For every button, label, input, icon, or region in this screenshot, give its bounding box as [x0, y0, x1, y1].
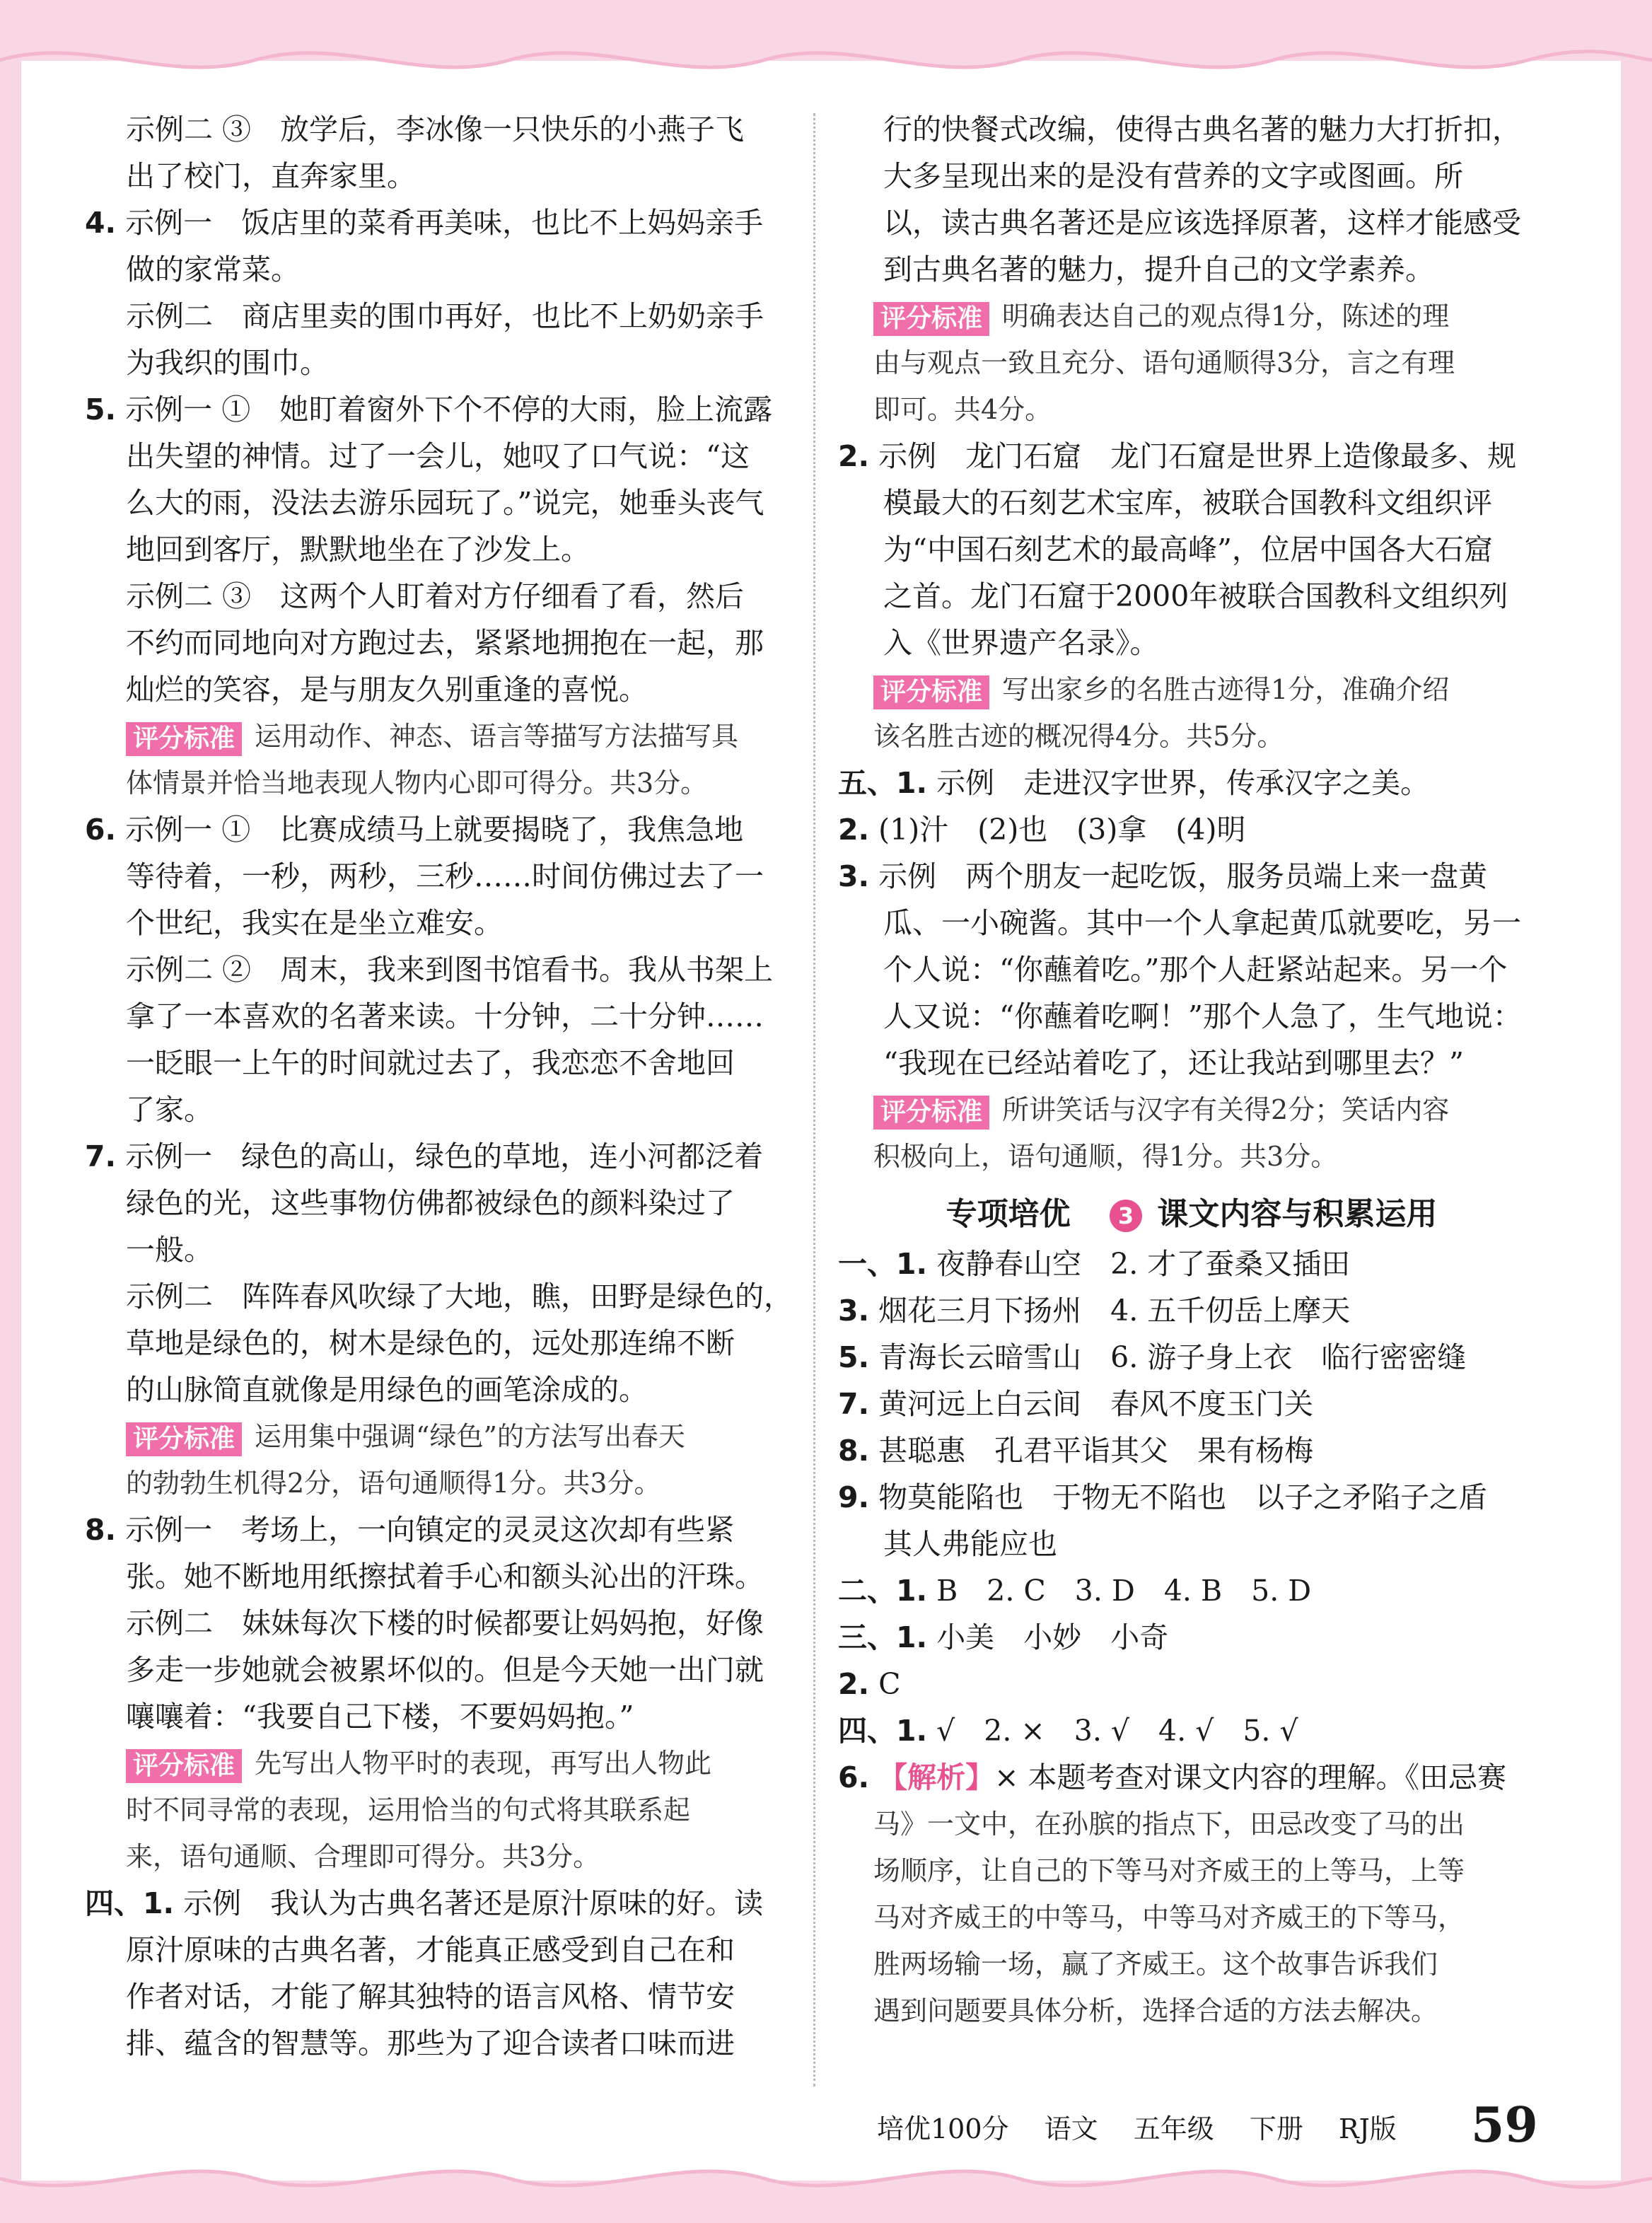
answer-text: 示例 龙门石窟 龙门石窟是世界上造像最多、规 [878, 439, 1517, 473]
answer-line [85, 386, 792, 433]
answer-line [838, 760, 1545, 806]
answer-line [838, 480, 1545, 526]
question-number: 3. [838, 1294, 870, 1328]
answer-line [85, 1693, 792, 1740]
answer-text: 模最大的石刻艺术宝库，被联合国教科文组织评 [883, 486, 1492, 520]
scoring-criteria-badge: 评分标准 [126, 722, 242, 756]
answer-text: 的山脉简直就像是用绿色的画笔涂成的。 [126, 1373, 648, 1407]
question-number: 四、1. [85, 1886, 175, 1920]
question-number: 5. [85, 393, 117, 426]
page-number: 59 [1471, 2097, 1538, 2154]
footer-subject: 语文 [1044, 2113, 1098, 2144]
answer-text: 烟花三月下扬州 4. 五千仞岳上摩天 [878, 1294, 1351, 1328]
scoring-criteria-badge: 评分标准 [873, 302, 989, 336]
question-number: 三、1. [838, 1620, 928, 1654]
column-divider [813, 113, 815, 2086]
answer-text: 示例二 商店里卖的围巾再好，也比不上奶奶亲手 [126, 299, 764, 333]
answer-text: 所讲笑话与汉字有关得2分；笑话内容 [1002, 1094, 1450, 1125]
answer-line [85, 526, 792, 573]
answer-line [838, 620, 1545, 666]
answer-line [85, 1553, 792, 1600]
answer-text: 场顺序，让自己的下等马对齐威王的上等马，上等 [873, 1855, 1465, 1886]
answer-text: 出了校门，直奔家里。 [126, 159, 416, 193]
answer-line [85, 713, 792, 760]
answer-line [85, 666, 792, 713]
answer-line [85, 106, 792, 153]
answer-text: 示例二 ② 周末，我来到图书馆看书。我从书架上 [126, 953, 774, 987]
answer-line [85, 1413, 792, 1460]
answer-text: 时不同寻常的表现，运用恰当的句式将其联系起 [126, 1794, 691, 1826]
footer-grade: 五年级 [1133, 2113, 1214, 2144]
question-number: 2. [838, 439, 870, 473]
question-number: 6. [838, 1760, 870, 1794]
question-number: 7. [838, 1387, 870, 1421]
answer-line [838, 1707, 1545, 1754]
scoring-criteria-badge: 评分标准 [873, 675, 989, 709]
right-column [838, 106, 1545, 2034]
answer-text: 遇到问题要具体分析，选择合适的方法去解决。 [873, 1995, 1438, 2026]
answer-text: 积极向上，语句通顺，得1分。共3分。 [873, 1141, 1338, 1172]
answer-line [85, 900, 792, 946]
question-number: 6. [85, 813, 117, 847]
answer-text: 行的快餐式改编，使得古典名著的魅力大打折扣， [883, 112, 1521, 146]
answer-line [838, 806, 1545, 853]
answer-line [85, 2020, 792, 2067]
answer-line [838, 1474, 1545, 1521]
right-column-answers [838, 106, 1545, 1180]
answer-text: 明确表达自己的观点得1分，陈述的理 [1002, 301, 1450, 332]
answer-text: B 2. C 3. D 4. B 5. D [936, 1574, 1312, 1608]
question-number: 8. [838, 1434, 870, 1468]
answer-text: 张。她不断地用纸擦拭着手心和额头沁出的汗珠。 [126, 1560, 764, 1594]
right-column-section-answers [838, 1241, 1545, 2034]
answer-line [838, 339, 1545, 386]
answer-line [85, 573, 792, 620]
footer-volume: 下册 [1249, 2113, 1303, 2144]
answer-line [838, 853, 1545, 900]
answer-text: 的勃勃生机得2分，语句通顺得1分。共3分。 [126, 1468, 661, 1499]
answer-text: 体情景并恰当地表现人物内心即可得分。共3分。 [126, 767, 708, 799]
answer-line [838, 1754, 1545, 1801]
answer-line [838, 1040, 1545, 1086]
answer-text: 马对齐威王的中等马，中等马对齐威王的下等马， [873, 1902, 1465, 1933]
answer-line [85, 1973, 792, 2020]
question-number: 5. [838, 1340, 870, 1374]
answer-text: 人又说：“你蘸着吃啊！”那个人急了，生气地说： [883, 999, 1522, 1033]
answer-line [838, 993, 1545, 1040]
question-number: 五、1. [838, 766, 928, 800]
answer-text: 先写出人物平时的表现，再写出人物此 [255, 1748, 712, 1779]
question-number: 2. [838, 1667, 870, 1701]
answer-line [838, 1661, 1545, 1707]
answer-text: 示例一 考场上，一向镇定的灵灵这次却有些紧 [125, 1513, 735, 1547]
answer-text: 来，语句通顺、合理即可得分。共3分。 [126, 1841, 600, 1872]
question-number: 一、1. [838, 1247, 928, 1281]
answer-text: 之首。龙门石窟于2000年被联合国教科文组织列 [883, 579, 1508, 613]
answer-text: 物莫能陷也 于物无不陷也 以子之矛陷子之盾 [878, 1480, 1488, 1514]
answer-text: 排、蕴含的智慧等。那些为了迎合读者口味而进 [126, 2026, 735, 2060]
section-header-right: 课文内容与积累运用 [1157, 1196, 1438, 1232]
answer-text: 由与观点一致且充分、语句通顺得3分，言之有理 [873, 347, 1455, 378]
answer-line [85, 339, 792, 386]
question-number: 4. [85, 206, 117, 240]
answer-text: 示例一 饭店里的菜肴再美味，也比不上妈妈亲手 [125, 206, 764, 240]
section-number-badge: 3 [1110, 1200, 1142, 1232]
answer-line [838, 713, 1545, 760]
answer-line [85, 1787, 792, 1833]
answer-text: 运用动作、神态、语言等描写方法描写具 [255, 721, 739, 752]
wave-border-top [0, 35, 1652, 85]
answer-text: 写出家乡的名胜古迹得1分，准确介绍 [1002, 674, 1450, 705]
answer-line [838, 946, 1545, 993]
answer-line [838, 1287, 1545, 1334]
answer-text: 瓜、一小碗酱。其中一个人拿起黄瓜就要吃，另一 [883, 906, 1521, 940]
answer-text: 地回到客厅，默默地坐在了沙发上。 [126, 533, 590, 567]
answer-line [85, 1507, 792, 1553]
answer-text: 示例 走进汉字世界，传承汉字之美。 [936, 766, 1430, 800]
answer-line [85, 293, 792, 339]
answer-line [838, 1941, 1545, 1987]
answer-line [85, 246, 792, 293]
answer-text: 等待着，一秒，两秒，三秒……时间仿佛过去了一 [126, 859, 764, 893]
answer-line [838, 1567, 1545, 1614]
answer-text: √ 2. × 3. √ 4. √ 5. √ [936, 1714, 1298, 1748]
answer-line [85, 1927, 792, 1973]
answer-text: × 本题考查对课文内容的理解。《田忌赛 [994, 1760, 1507, 1794]
answer-text: 小美 小妙 小奇 [936, 1620, 1169, 1654]
decorative-frame-left [0, 0, 21, 2223]
answer-text: “我现在已经站着吃了，还让我站到哪里去？” [883, 1046, 1464, 1080]
answer-line [85, 1226, 792, 1273]
answer-line [838, 666, 1545, 713]
answer-line [838, 1521, 1545, 1567]
answer-text: 该名胜古迹的概况得4分。共5分。 [873, 721, 1284, 752]
answer-text: 示例 两个朋友一起吃饭，服务员端上来一盘黄 [878, 859, 1488, 893]
section-header [838, 1188, 1545, 1241]
question-number: 2. [838, 813, 870, 847]
answer-text: 么大的雨，没法去游乐园玩了。”说完，她垂头丧气 [126, 486, 764, 520]
answer-text: 为我织的围巾。 [126, 346, 329, 380]
answer-text: 为“中国石刻艺术的最高峰”，位居中国各大石窟 [883, 533, 1493, 567]
answer-text: 示例二 ③ 这两个人盯着对方仔细看了看，然后 [126, 579, 745, 613]
answer-line [85, 1600, 792, 1647]
answer-line [85, 1133, 792, 1180]
answer-text: 嚷嚷着：“我要自己下楼，不要妈妈抱。” [126, 1700, 634, 1734]
answer-text: 以，读古典名著还是应该选择原著，这样才能感受 [883, 206, 1521, 240]
analysis-label: 【解析】 [878, 1760, 995, 1794]
question-number: 9. [838, 1480, 870, 1514]
answer-line [85, 1180, 792, 1226]
wave-border-bottom [0, 2154, 1652, 2203]
decorative-frame-right [1621, 0, 1652, 2223]
answer-line [838, 526, 1545, 573]
answer-line [838, 900, 1545, 946]
answer-line [838, 1847, 1545, 1894]
answer-text: 到古典名著的魅力，提升自己的文学素养。 [883, 253, 1434, 286]
answer-line [85, 1366, 792, 1413]
answer-line [838, 106, 1545, 153]
answer-text: 夜静春山空 2. 才了蚕桑又插田 [936, 1247, 1351, 1281]
question-number: 8. [85, 1513, 117, 1547]
answer-text: 示例二 ③ 放学后，李冰像一只快乐的小燕子飞 [126, 112, 745, 146]
answer-text: 示例一 ① 她盯着窗外下个不停的大雨，脸上流露 [125, 393, 773, 426]
answer-text: 多走一步她就会被累坏似的。但是今天她一出门就 [126, 1653, 764, 1687]
answer-line [85, 433, 792, 480]
answer-line [85, 946, 792, 993]
answer-text: 示例 我认为古典名著还是原汁原味的好。读 [183, 1886, 764, 1920]
answer-text: 了家。 [126, 1093, 213, 1127]
answer-text: 入《世界遗产名录》。 [883, 626, 1159, 660]
answer-line [838, 153, 1545, 199]
answer-line [85, 760, 792, 806]
answer-text: 示例一 ① 比赛成绩马上就要揭晓了，我焦急地 [125, 813, 744, 847]
answer-line [838, 1334, 1545, 1381]
answer-text: 运用集中强调“绿色”的方法写出春天 [255, 1421, 685, 1452]
answer-line [85, 1320, 792, 1366]
answer-text: C [878, 1667, 901, 1701]
answer-line [85, 620, 792, 666]
answer-line [85, 1040, 792, 1086]
answer-line [838, 386, 1545, 433]
answer-text: 个人说：“你蘸着吃。”那个人赶紧站起来。另一个 [883, 953, 1508, 987]
answer-line [85, 199, 792, 246]
answer-text: 不约而同地向对方跑过去，紧紧地拥抱在一起，那 [126, 626, 764, 660]
answer-line [838, 1894, 1545, 1941]
section-header-left: 专项培优 [946, 1196, 1071, 1232]
answer-line [85, 1880, 792, 1927]
answer-text: 青海长云暗雪山 6. 游子身上衣 临行密密缝 [878, 1340, 1467, 1374]
scoring-criteria-badge: 评分标准 [126, 1749, 242, 1783]
answer-line [838, 246, 1545, 293]
answer-text: 胜两场输一场，赢了齐威王。这个故事告诉我们 [873, 1949, 1438, 1980]
answer-text: 草地是绿色的，树木是绿色的，远处那连绵不断 [126, 1326, 735, 1360]
answer-text: 其人弗能应也 [883, 1527, 1057, 1561]
answer-text: 示例二 妹妹每次下楼的时候都要让妈妈抱，好像 [126, 1606, 764, 1640]
answer-line [85, 1086, 792, 1133]
answer-text: 甚聪惠 孔君平诣其父 果有杨梅 [878, 1434, 1314, 1468]
answer-line [838, 1427, 1545, 1474]
answer-line [85, 153, 792, 199]
answer-line [838, 1381, 1545, 1427]
answer-text: 一眨眼一上午的时间就过去了，我恋恋不舍地回 [126, 1046, 735, 1080]
scoring-criteria-badge: 评分标准 [126, 1422, 242, 1456]
answer-text: 绿色的光，这些事物仿佛都被绿色的颜料染过了 [126, 1186, 735, 1220]
answer-line [838, 573, 1545, 620]
answer-line [838, 1241, 1545, 1287]
answer-text: 一般。 [126, 1233, 213, 1267]
footer-series: 培优100分 [877, 2113, 1009, 2144]
answer-text: 即可。共4分。 [873, 394, 1052, 425]
answer-line [838, 1614, 1545, 1661]
answer-text: 大多呈现出来的是没有营养的文字或图画。所 [883, 159, 1463, 193]
answer-line [85, 1460, 792, 1507]
answer-text: 示例二 阵阵春风吹绿了大地，瞧，田野是绿色的， [126, 1279, 793, 1313]
answer-text: 原汁原味的古典名著，才能真正感受到自己在和 [126, 1933, 735, 1967]
answer-text: 出失望的神情。过了一会儿，她叹了口气说：“这 [126, 439, 750, 473]
answer-line [85, 993, 792, 1040]
answer-text: 马》一文中，在孙膑的指点下，田忌改变了马的出 [873, 1809, 1465, 1840]
answer-text: 拿了一本喜欢的名著来读。十分钟，二十分钟…… [126, 999, 764, 1033]
answer-line [838, 199, 1545, 246]
question-number: 3. [838, 859, 870, 893]
answer-text: 个世纪，我实在是坐立难安。 [126, 906, 503, 940]
answer-text: 灿烂的笑容，是与朋友久别重逢的喜悦。 [126, 673, 648, 707]
question-number: 二、1. [838, 1574, 928, 1608]
answer-line [838, 1987, 1545, 2034]
answer-text: (1)汁 (2)也 (3)拿 (4)明 [878, 813, 1246, 847]
answer-text: 做的家常菜。 [126, 253, 300, 286]
answer-line [85, 1833, 792, 1880]
question-number: 7. [85, 1139, 117, 1173]
question-number: 四、1. [838, 1714, 928, 1748]
answer-line [838, 1801, 1545, 1847]
answer-line [85, 853, 792, 900]
answer-text: 作者对话，才能了解其独特的语言风格、情节安 [126, 1980, 735, 2014]
answer-line [85, 1273, 792, 1320]
answer-line [838, 293, 1545, 339]
answer-text: 示例一 绿色的高山，绿色的草地，连小河都泛着 [125, 1139, 764, 1173]
answer-line [85, 480, 792, 526]
footer-edition: RJ版 [1338, 2113, 1397, 2144]
answer-text: 黄河远上白云间 春风不度玉门关 [878, 1387, 1314, 1421]
answer-line [838, 1086, 1545, 1133]
answer-line [838, 433, 1545, 480]
answer-line [85, 1740, 792, 1787]
answer-line [838, 1133, 1545, 1180]
scoring-criteria-badge: 评分标准 [873, 1096, 989, 1130]
left-column [85, 106, 792, 2067]
answer-line [85, 806, 792, 853]
answer-line [85, 1647, 792, 1693]
